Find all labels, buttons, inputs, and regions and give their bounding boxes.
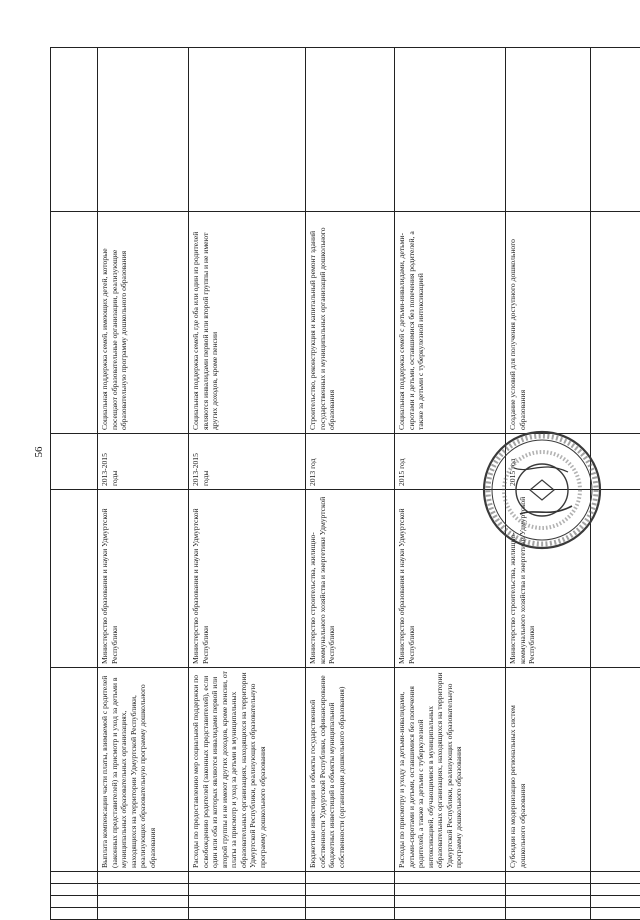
- cell-empty: [591, 212, 640, 434]
- cell-empty: [189, 908, 306, 920]
- table-row: [395, 48, 506, 920]
- table-row-top: [51, 48, 98, 920]
- cell-expense: Расходы по присмотру и уходу за детьми-инвалидами, детьми-сиротами и детьми, оставшимися без попечения родителей, а также за детьми с туберкулезной интоксикацией, обучающимися в муниципальных образовательных организациях, находящихся на территории Удмуртской Республики, реализующих образовательную программу дошкольного образования: [395, 668, 506, 872]
- cell-empty: [306, 872, 395, 884]
- cell-empty: [591, 872, 640, 884]
- page-number: 56: [33, 441, 45, 463]
- cell-empty: [51, 48, 98, 212]
- cell-empty: [395, 896, 506, 908]
- cell-empty: [395, 908, 506, 920]
- cell-empty: [306, 48, 395, 212]
- cell-empty: [591, 908, 640, 920]
- cell-empty: [591, 434, 640, 490]
- table-row: [98, 48, 189, 920]
- cell-period: 2015 год: [506, 434, 591, 490]
- program-measures-table: [50, 47, 640, 920]
- cell-empty: [51, 884, 98, 896]
- cell-empty: [506, 48, 591, 212]
- cell-empty: [98, 884, 189, 896]
- table-row-bottom: [591, 48, 640, 920]
- cell-empty: [395, 884, 506, 896]
- cell-expense: Расходы по предоставлению мер социальной поддержки по освобождению родителей (законных представителей), если один или оба из которых являются инвалидами первой или второй группы и не имеют других доходов, кроме пенсии, от платы за присмотр и уход за детьми в муниципальных образовательных организациях, находящихся на территории Удмуртской Республики, реализующих образовательную программу дошкольного образования: [189, 668, 306, 872]
- cell-executor: Министерство образования и науки Удмуртской Республики: [395, 490, 506, 668]
- cell-empty: [306, 908, 395, 920]
- cell-expense: Бюджетные инвестиции в объекты государственной собственности Удмуртской Республики, софинансирование бюджетных инвестиций в объекты муниципальной собственности (организации дошкольного образования): [306, 668, 395, 872]
- cell-executor: Министерство строительства, жилищно-коммунального хозяйства и энергетики Удмуртской Республики: [306, 490, 395, 668]
- cell-empty: [189, 872, 306, 884]
- cell-period: 2013-2015 годы: [189, 434, 306, 490]
- cell-result: Социальная поддержка семей, имеющих детей, которые посещают образовательные организации, реализующие образовательную программу дошкольного образования: [98, 212, 189, 434]
- cell-empty: [395, 872, 506, 884]
- cell-result: Социальная поддержка семей, где оба или один из родителей являются инвалидами первой или второй группы и не имеют других доходов, кроме пенсии: [189, 212, 306, 434]
- cell-empty: [306, 884, 395, 896]
- cell-empty: [395, 48, 506, 212]
- cell-empty: [189, 48, 306, 212]
- cell-executor: Министерство строительства, жилищно-коммунального хозяйства и энергетики Удмуртской Республики: [506, 490, 591, 668]
- cell-result: Социальная поддержка семей с детьми-инвалидами, детьми-сиротами и детьми, оставшимися без попечения родителей, а также за детьми с туберкулезной интоксикацией: [395, 212, 506, 434]
- cell-empty: [506, 908, 591, 920]
- cell-empty: [51, 908, 98, 920]
- cell-empty: [51, 668, 98, 872]
- cell-empty: [51, 872, 98, 884]
- table-row: [306, 48, 395, 920]
- cell-empty: [306, 896, 395, 908]
- cell-executor: Министерство образования и науки Удмуртской Республики: [98, 490, 189, 668]
- cell-empty: [591, 668, 640, 872]
- document-table-wrapper: [50, 48, 632, 920]
- cell-period: 2015 год: [395, 434, 506, 490]
- cell-expense: Субсидии на модернизацию региональных систем дошкольного образования: [506, 668, 591, 872]
- cell-empty: [506, 884, 591, 896]
- cell-period: 2013 год: [306, 434, 395, 490]
- cell-empty: [51, 490, 98, 668]
- cell-empty: [51, 896, 98, 908]
- cell-empty: [189, 884, 306, 896]
- cell-empty: [591, 896, 640, 908]
- cell-empty: [591, 490, 640, 668]
- cell-empty: [98, 48, 189, 212]
- cell-executor: Министерство образования и науки Удмуртской Республики: [189, 490, 306, 668]
- cell-result: Строительство, реконструкция и капитальный ремонт зданий государственных и муниципальных организаций дошкольного образования: [306, 212, 395, 434]
- cell-period: 2013-2015 годы: [98, 434, 189, 490]
- cell-result: Создание условий для получения доступного дошкольного образования: [506, 212, 591, 434]
- cell-empty: [98, 896, 189, 908]
- table-row: [506, 48, 591, 920]
- cell-expense: Выплата компенсации части платы, взимаемой с родителей (законных представителей) за присмотр и уход за детьми в муниципальных образовательных организациях, находящихся на территории Удмуртской Республики, реализующих образовательную программу дошкольного образования: [98, 668, 189, 872]
- cell-empty: [98, 908, 189, 920]
- cell-empty: [189, 896, 306, 908]
- cell-empty: [51, 212, 98, 434]
- cell-empty: [591, 48, 640, 212]
- cell-empty: [506, 872, 591, 884]
- table-row: [189, 48, 306, 920]
- cell-empty: [51, 434, 98, 490]
- cell-empty: [591, 884, 640, 896]
- cell-empty: [98, 872, 189, 884]
- cell-empty: [506, 896, 591, 908]
